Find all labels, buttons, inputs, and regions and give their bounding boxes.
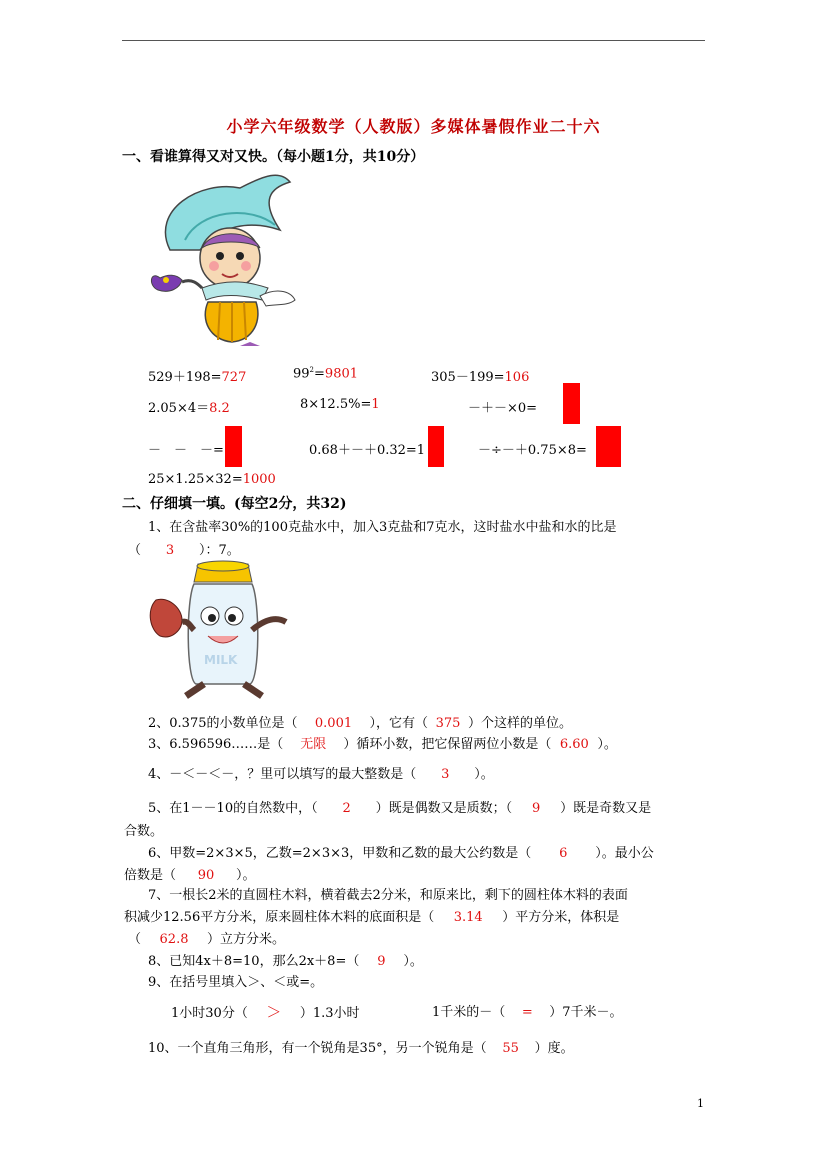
section1-heading: 一、看谁算得又对又快。（每小题1分，共10分）: [122, 149, 425, 165]
q3-answer-1: 无限: [300, 737, 327, 752]
fraction-answer-box: [563, 383, 580, 424]
page-title: 小学六年级数学（人教版）多媒体暑假作业二十六: [226, 117, 601, 136]
q3-text: ）循环小数，把它保留两位小数是（: [343, 737, 552, 752]
q1-tail: ）：7。: [199, 543, 240, 558]
q7-text: 积减少12.56平方分米，原来圆柱体木料的底面积是（: [124, 910, 435, 925]
calc-row2-b: [300, 397, 380, 412]
svg-text:MILK: MILK: [204, 653, 238, 667]
q3: [148, 733, 617, 752]
q3-answer-2: 6.60: [559, 737, 589, 752]
q7-answer-1: 3.14: [453, 910, 483, 925]
calc-row4-a: [148, 472, 276, 487]
calc-row3-b: 0.68＋－＋0.32=1: [309, 443, 426, 458]
q10-answer: 55: [502, 1041, 519, 1056]
q5-line1: [148, 797, 651, 816]
q4: [148, 763, 494, 782]
q9-text: 1小时30分（: [171, 1006, 248, 1021]
q9-answer-1: ＞: [266, 1003, 282, 1021]
calc-answer: 1000: [242, 472, 276, 487]
calc-question: 529＋198=: [148, 370, 222, 385]
q6-text: 倍数是（: [124, 868, 177, 883]
calc-question: 2.05×4＝: [148, 401, 210, 416]
calc-question: 25×1.25×32=: [148, 472, 243, 487]
q1-line1: 1、在含盐率30%的100克盐水中，加入3克盐和7克水，这时盐水中盐和水的比是: [148, 520, 617, 535]
q6-answer-1: 6: [559, 846, 568, 861]
q10-text: ）度。: [534, 1041, 574, 1056]
q9-compare-a: [171, 1001, 360, 1022]
q10: [148, 1037, 574, 1056]
q9-compare-b: [432, 1001, 623, 1020]
q7-text: ）立方分米。: [207, 932, 286, 947]
calc-row3-c: －÷－＋0.75×8=: [478, 443, 587, 458]
calc-row1-b: [293, 366, 358, 381]
equals-sign: =: [314, 366, 325, 382]
q6-line1: [148, 842, 654, 861]
calc-answer: 9801: [324, 366, 359, 382]
milk-bottle-cartoon-image: [146, 560, 298, 702]
q9-answer-2: =: [521, 1005, 533, 1020]
exponent: 2: [309, 366, 315, 374]
q5-text: ）既是偶数又是质数；（: [375, 801, 513, 816]
q1-answer: 3: [165, 543, 175, 558]
calc-row1-c: [431, 366, 529, 385]
q2-text: ）个这样的单位。: [468, 716, 573, 731]
calc-question: 305－199=: [431, 370, 505, 385]
q7-text: （: [128, 932, 142, 947]
q10-text: 10、一个直角三角形，有一个锐角是35°，另一个锐角是（: [148, 1041, 487, 1056]
q5-answer-2: 9: [531, 801, 541, 816]
calc-question: 8×12.5%=: [300, 397, 372, 412]
calc-row1-a: [148, 366, 246, 385]
calc-answer: 727: [221, 370, 247, 385]
q6-text: ）。最小公: [595, 846, 654, 861]
q8: [148, 950, 423, 969]
q5-text: 5、在1－－10的自然数中，（: [148, 801, 318, 816]
q8-answer: 9: [377, 954, 386, 969]
q7-answer-2: 62.8: [159, 932, 189, 947]
q3-text: 3、6.596596……是（: [148, 737, 284, 752]
fraction-answer-box: [428, 426, 444, 467]
q1-line2: [128, 539, 240, 558]
q2-text: ），它有（: [369, 716, 429, 731]
calc-row2-c: －＋－×0=: [468, 401, 538, 416]
q8-text: ）。: [403, 954, 423, 969]
q5-answer-1: 2: [342, 801, 351, 816]
q7-line3: [128, 928, 285, 947]
header-rule: [122, 40, 705, 41]
calc-answer: 106: [504, 370, 530, 385]
q4-text: 4、－＜－＜－，？里可以填写的最大整数是（: [148, 767, 417, 782]
fraction-answer-box: [596, 426, 621, 467]
q4-answer: 3: [441, 767, 450, 782]
q7-text: ）平方分米，体积是: [502, 910, 620, 925]
q2-answer-2: 375: [435, 716, 461, 731]
q9-text: ）1.3小时: [299, 1006, 360, 1021]
calc-answer: 1: [371, 397, 380, 412]
q9-line1: 9、在括号里填入＞、＜或=。: [148, 975, 324, 990]
q6-text: ）。: [236, 868, 256, 883]
calc-question: 99: [293, 366, 310, 382]
paren-open: （: [128, 543, 142, 558]
q5-line2: 合数。: [124, 824, 164, 839]
q7-line2: [124, 906, 619, 925]
q2-text: 2、0.375的小数单位是（: [148, 716, 298, 731]
q9-text: 1千米的－（: [432, 1005, 506, 1020]
calc-answer: 8.2: [209, 401, 230, 416]
q7-line1: 7、一根长2米的直圆柱木料，横着截去2分米，和原来比，剩下的圆柱体木料的表面: [148, 888, 628, 903]
q3-text: ）。: [597, 737, 617, 752]
page-number: 1: [697, 1097, 704, 1110]
q2: [148, 712, 572, 731]
q4-text: ）。: [474, 767, 494, 782]
section2-heading: 二、仔细填一填。(每空2分，共32): [122, 496, 347, 512]
wizard-cartoon-image: [140, 170, 305, 348]
q9-text: ）7千米－。: [549, 1005, 623, 1020]
q2-answer-1: 0.001: [314, 716, 353, 731]
q6-text: 6、甲数=2×3×5，乙数=2×3×3，甲数和乙数的最大公约数是（: [148, 846, 532, 861]
q5-text: ）既是奇数又是: [560, 801, 652, 816]
q6-line2: [124, 864, 256, 883]
q6-answer-2: 90: [197, 868, 215, 883]
fraction-answer-box: [225, 426, 242, 467]
q8-text: 8、已知4x＋8=10，那么2x＋8=（: [148, 954, 360, 969]
calc-row3-a: － － －=: [148, 443, 224, 458]
calc-row2-a: [148, 397, 230, 416]
